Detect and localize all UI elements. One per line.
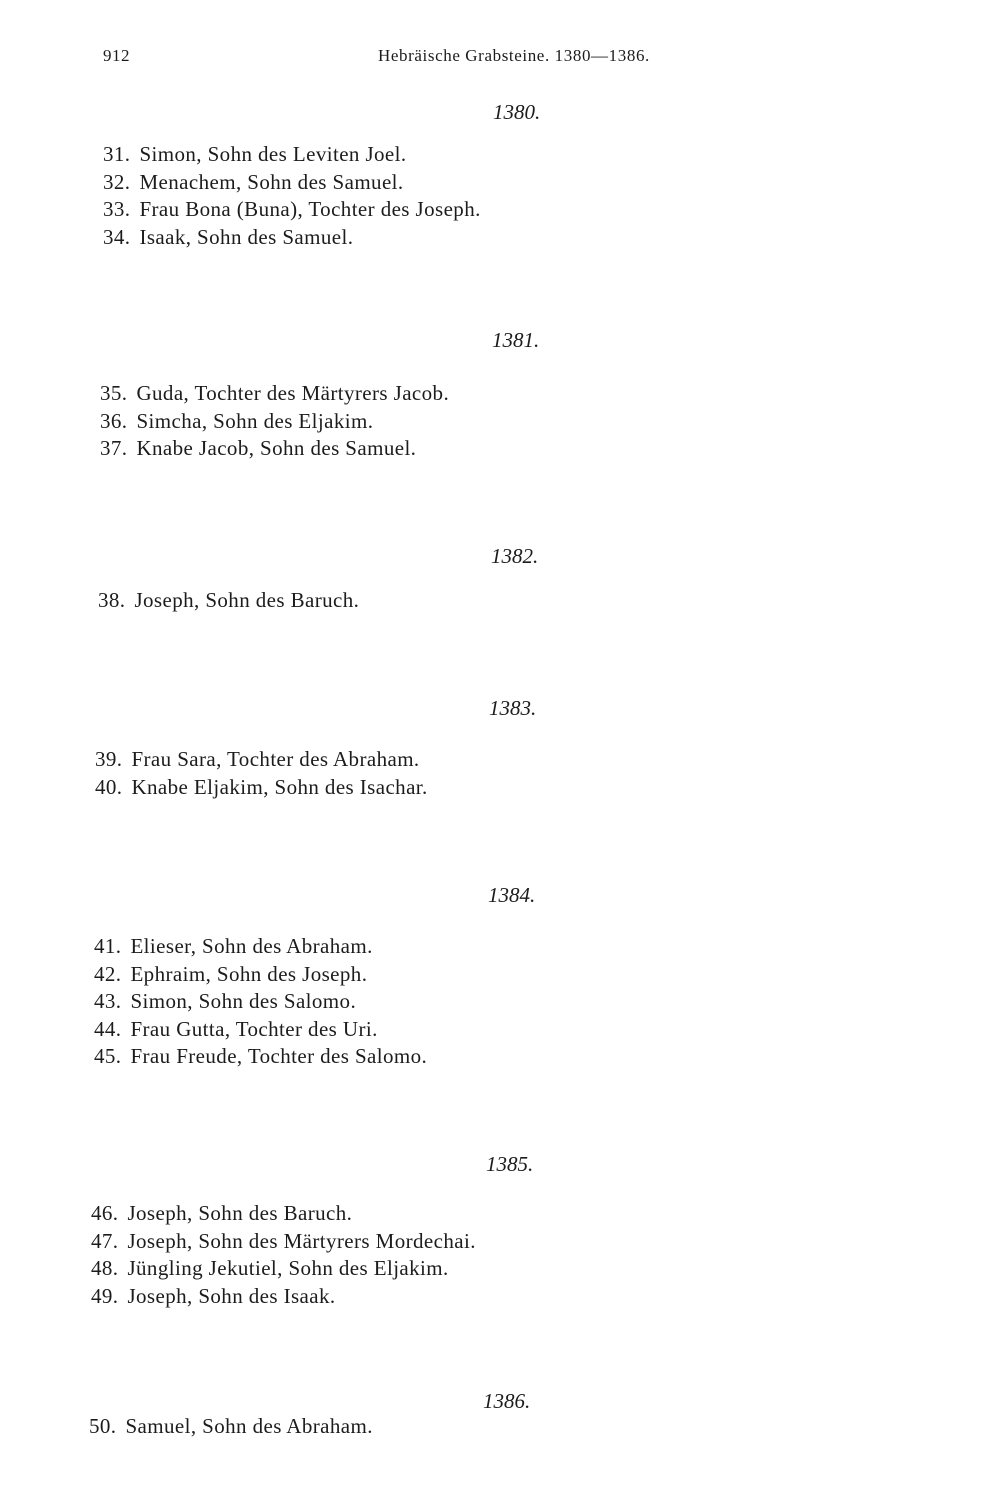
list-item <box>100 435 449 463</box>
entry-text: Jüngling Jekutiel, Sohn des Eljakim. <box>127 1256 449 1280</box>
entry-number: 32. <box>103 169 131 194</box>
entry-number: 44. <box>94 1016 122 1041</box>
entry-number: 45. <box>94 1044 122 1068</box>
list-item <box>94 961 427 989</box>
year-heading-1386: 1386. <box>483 1389 531 1413</box>
list-item <box>95 774 428 802</box>
entry-text: Elieser, Sohn des Abraham. <box>130 934 373 958</box>
entry-text: Samuel, Sohn des Abraham. <box>125 1414 373 1438</box>
entry-text: Frau Sara, Tochter des Abraham. <box>131 747 420 771</box>
entry-text: Joseph, Sohn des Baruch. <box>134 588 360 612</box>
entry-text: Simon, Sohn des Salomo. <box>130 989 357 1013</box>
year-heading-1383: 1383. <box>489 696 537 720</box>
entry-number: 38. <box>98 588 126 612</box>
list-item <box>100 380 449 408</box>
list-item <box>94 1043 427 1071</box>
list-item <box>91 1228 476 1256</box>
list-item <box>91 1200 476 1228</box>
list-item <box>100 408 449 436</box>
entry-text: Joseph, Sohn des Baruch. <box>127 1201 353 1225</box>
entry-list-1381 <box>100 380 449 463</box>
entry-list-1384 <box>94 933 427 1071</box>
entry-number: 36. <box>100 408 128 433</box>
entry-number: 39. <box>95 747 123 771</box>
entry-text: Guda, Tochter des Märtyrers Jacob. <box>136 381 450 405</box>
year-heading-1385: 1385. <box>486 1152 534 1176</box>
entry-number: 37. <box>100 436 128 460</box>
entry-number: 35. <box>100 381 128 405</box>
page-number: 912 <box>103 46 130 65</box>
list-item <box>91 1255 476 1283</box>
year-heading-1380: 1380. <box>493 100 541 124</box>
entry-list-1385 <box>91 1200 476 1310</box>
entry-text: Frau Gutta, Tochter des Uri. <box>130 1016 378 1041</box>
entry-number: 43. <box>94 989 122 1013</box>
entry-number: 31. <box>103 142 131 166</box>
entry-text: Knabe Jacob, Sohn des Samuel. <box>136 436 417 460</box>
entry-number: 46. <box>91 1201 119 1225</box>
entry-number: 49. <box>91 1283 119 1308</box>
entry-list-1383 <box>95 746 428 801</box>
entry-number: 34. <box>103 224 131 249</box>
entry-text: Frau Bona (Buna), Tochter des Joseph. <box>139 197 481 221</box>
list-item <box>103 169 481 197</box>
year-heading-1382: 1382. <box>491 544 539 568</box>
entry-number: 33. <box>103 197 131 221</box>
list-item <box>94 1016 427 1044</box>
running-title: Hebräische Grabsteine. 1380—1386. <box>378 46 650 65</box>
entry-number: 40. <box>95 774 123 799</box>
entry-number: 47. <box>91 1228 119 1253</box>
list-item <box>103 196 481 224</box>
entry-text: Ephraim, Sohn des Joseph. <box>130 961 368 986</box>
list-item <box>103 224 481 252</box>
entry-text: Frau Freude, Tochter des Salomo. <box>130 1044 428 1068</box>
entry-text: Simon, Sohn des Leviten Joel. <box>139 142 407 166</box>
list-item <box>94 933 427 961</box>
entry-text: Menachem, Sohn des Samuel. <box>139 169 404 194</box>
entry-text: Knabe Eljakim, Sohn des Isachar. <box>131 774 428 799</box>
list-item <box>103 141 481 169</box>
list-item <box>94 988 427 1016</box>
list-item <box>89 1413 373 1441</box>
entry-text: Isaak, Sohn des Samuel. <box>139 224 354 249</box>
entry-list-1386 <box>89 1413 373 1441</box>
entry-number: 41. <box>94 934 122 958</box>
list-item <box>91 1283 476 1311</box>
year-heading-1384: 1384. <box>488 883 536 907</box>
entry-text: Joseph, Sohn des Märtyrers Mordechai. <box>127 1228 476 1253</box>
list-item <box>98 587 359 615</box>
entry-text: Joseph, Sohn des Isaak. <box>127 1283 336 1308</box>
entry-number: 42. <box>94 961 122 986</box>
entry-list-1382 <box>98 587 359 615</box>
entry-list-1380 <box>103 141 481 251</box>
entry-number: 48. <box>91 1256 119 1280</box>
entry-text: Simcha, Sohn des Eljakim. <box>136 408 374 433</box>
list-item <box>95 746 428 774</box>
entry-number: 50. <box>89 1414 117 1438</box>
year-heading-1381: 1381. <box>492 328 540 352</box>
